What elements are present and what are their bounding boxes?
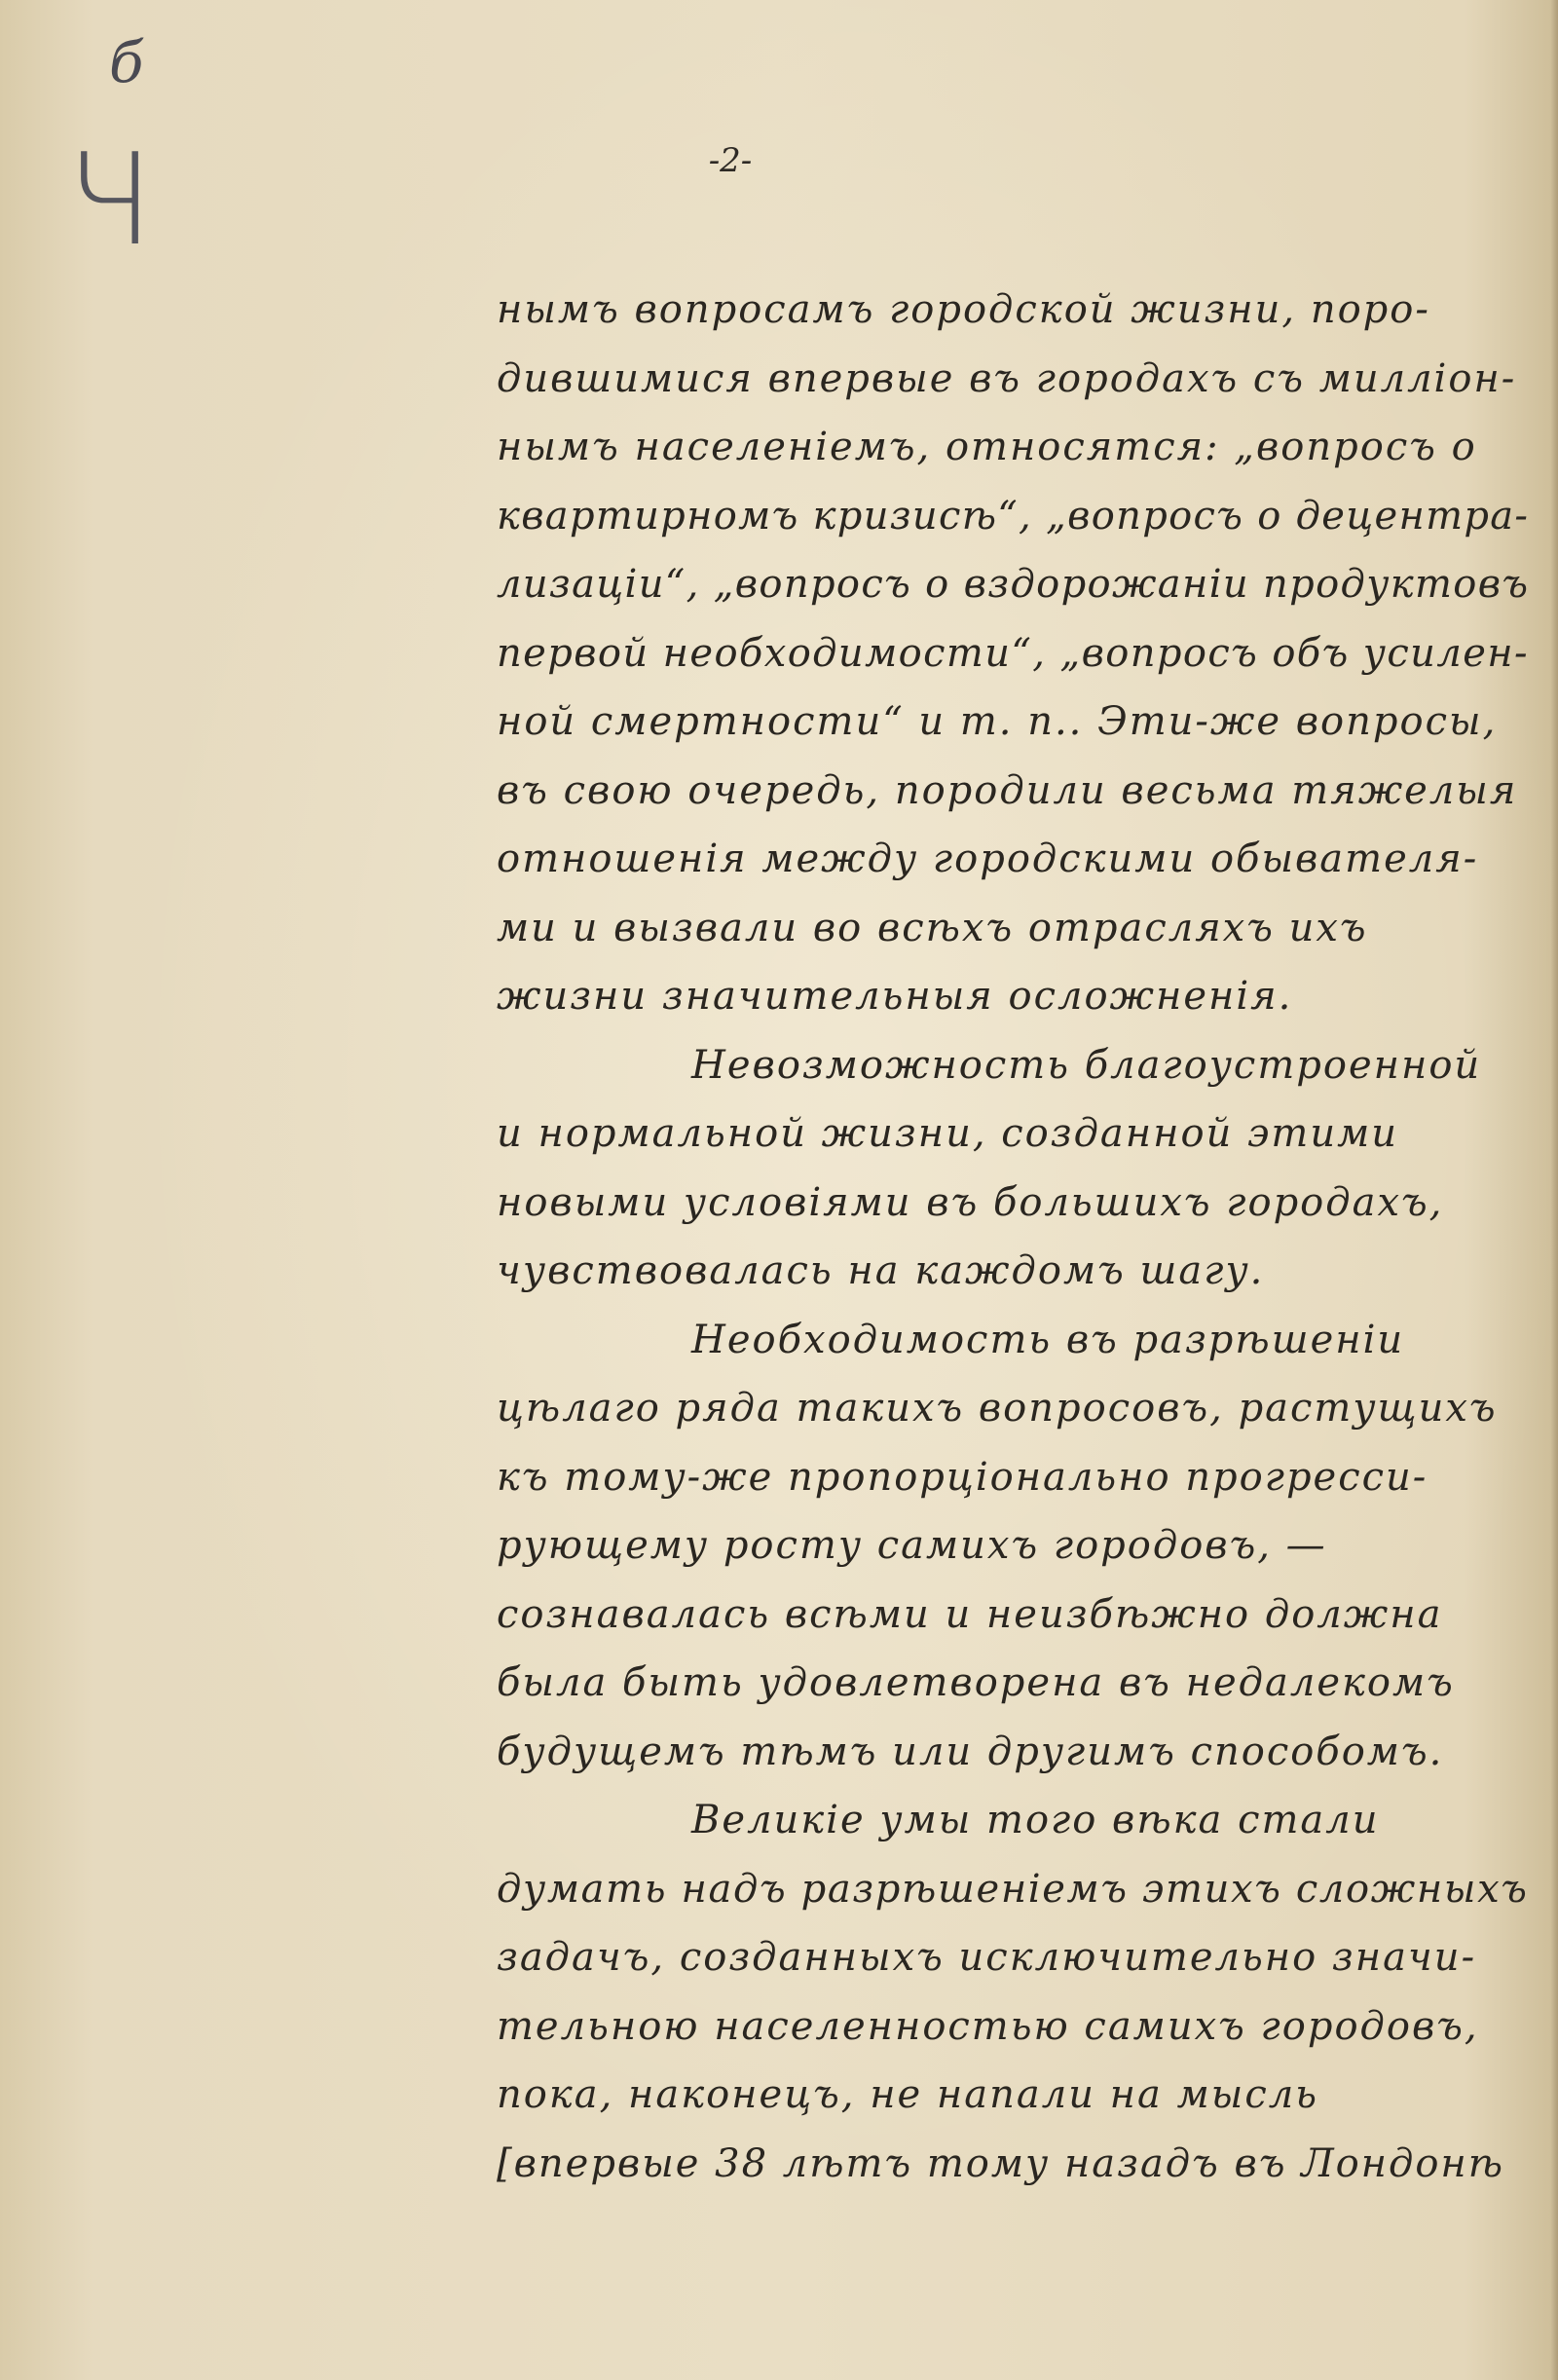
manuscript-line: пока, наконецъ, не напали на мысль (497, 2072, 1318, 2117)
manuscript-line: и нормальной жизни, созданной этими (497, 1111, 1399, 1156)
margin-mark-bottom: Ч (66, 126, 154, 274)
manuscript-line: новыми условiями въ большихъ городахъ, (497, 1179, 1444, 1225)
manuscript-line: чувствовалась на каждомъ шагу. (497, 1248, 1265, 1293)
manuscript-line: нымъ вопросамъ городской жизни, поро- (497, 287, 1430, 332)
page-number: -2- (708, 141, 753, 180)
archival-margin-mark (58, 29, 166, 282)
handwritten-text-body (497, 276, 1529, 2198)
manuscript-line: тельною населенностью самихъ городовъ, (497, 2003, 1479, 2049)
manuscript-line: Великiе умы того вѣка стали (691, 1798, 1380, 1842)
manuscript-line: квартирномъ кризисѣ“, „вопросъ о децентра- (497, 493, 1530, 539)
manuscript-line: Невозможность благоустроенной (691, 1042, 1482, 1088)
margin-mark-top: б (109, 29, 144, 95)
manuscript-line: отношенiя между городскими обывателя- (497, 837, 1479, 881)
manuscript-line: первой необходимости“, „вопросъ объ усилен- (497, 630, 1529, 676)
manuscript-line: рующему росту самихъ городовъ, — (497, 1523, 1327, 1568)
manuscript-line: въ свою очередь, породили весьма тяжелыя (497, 767, 1518, 813)
manuscript-line: ми и вызвали во всѣхъ отрасляхъ ихъ (497, 905, 1368, 950)
manuscript-line: лизацiи“, „вопросъ о вздорожанiи продуктовъ (497, 562, 1530, 607)
manuscript-line: нымъ населенiемъ, относятся: „вопросъ о (497, 425, 1477, 469)
manuscript-line: жизни значительныя осложненiя. (497, 974, 1293, 1019)
manuscript-line: была быть удовлетворена въ недалекомъ (497, 1660, 1455, 1705)
manuscript-line: будущемъ тѣмъ или другимъ способомъ. (497, 1729, 1444, 1774)
manuscript-line: къ тому-же пропорцiонально прогресси- (497, 1454, 1428, 1500)
manuscript-line: ной смертности“ и т. п.. Эти-же вопросы, (497, 699, 1498, 744)
manuscript-line: сознавалась всѣми и неизбѣжно должна (497, 1591, 1443, 1637)
manuscript-line: цѣлаго ряда такихъ вопросовъ, растущихъ (497, 1386, 1498, 1431)
manuscript-line: [впервые 38 лѣтъ тому назадъ въ Лондонѣ (497, 2140, 1505, 2186)
manuscript-line: дившимися впервые въ городахъ съ миллiон- (497, 355, 1517, 401)
manuscript-line: думать надъ разрѣшенiемъ этихъ сложныхъ (497, 1866, 1529, 1912)
manuscript-line: задачъ, созданныхъ исключительно значи- (497, 1935, 1477, 1980)
manuscript-line: Необходимость въ разрѣшенiи (691, 1317, 1405, 1362)
page-edge-shadow (1550, 0, 1558, 2380)
